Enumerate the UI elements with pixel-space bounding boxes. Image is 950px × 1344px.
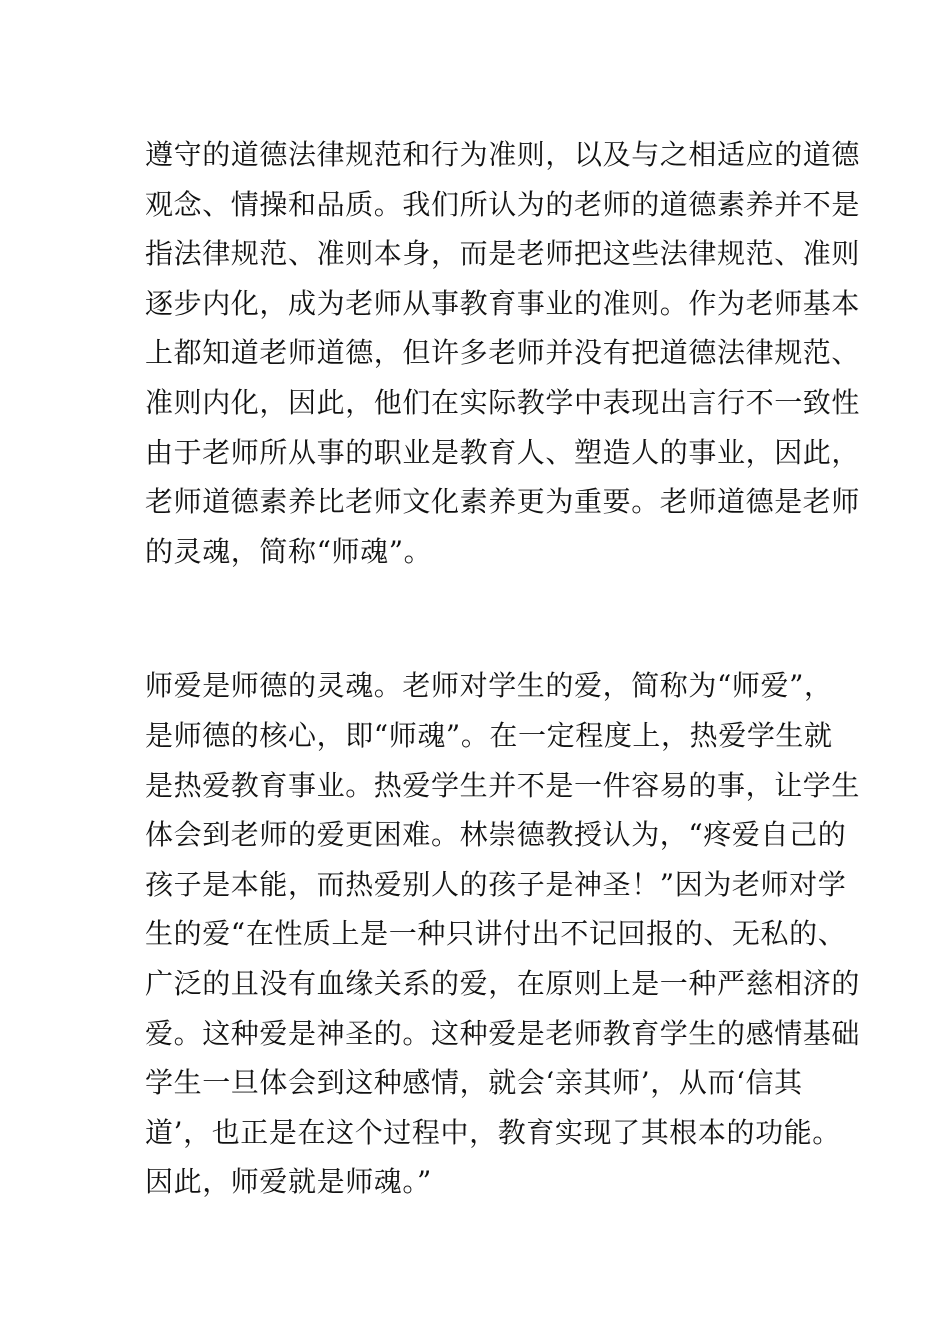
text-line: 孩子是本能，而热爱别人的孩子是神圣！”因为老师对学 bbox=[145, 867, 847, 901]
paragraph-spacer bbox=[145, 576, 815, 661]
text-line: 的灵魂，简称“师魂”。 bbox=[145, 534, 433, 568]
text-line: 师爱是师德的灵魂。老师对学生的爱，简称为“师爱”， bbox=[145, 669, 833, 703]
text-line: 学生一旦体会到这种感情，就会‘亲其师’，从而‘信其 bbox=[145, 1066, 803, 1100]
text-line: 指法律规范、准则本身，而是老师把这些法律规范、准则 bbox=[145, 237, 861, 271]
document-page bbox=[145, 130, 861, 1207]
text-line: 因此，师爱就是师魂。” bbox=[145, 1165, 432, 1199]
text-line: 准则内化，因此，他们在实际教学中表现出言行不一致性 bbox=[145, 385, 861, 419]
text-line: 爱。这种爱是神圣的。这种爱是老师教育学生的感情基础 bbox=[145, 1016, 861, 1050]
text-line: 体会到老师的爱更困难。林崇德教授认为，“疼爱自己的 bbox=[145, 818, 847, 852]
text-line: 老师道德素养比老师文化素养更为重要。老师道德是老师 bbox=[145, 485, 861, 519]
paragraph-2 bbox=[145, 661, 861, 1207]
text-line: 逐步内化，成为老师从事教育事业的准则。作为老师基本 bbox=[145, 286, 861, 320]
text-line: 观念、情操和品质。我们所认为的老师的道德素养并不是 bbox=[145, 187, 861, 221]
paragraph-1 bbox=[145, 130, 861, 576]
text-line: 由于老师所从事的职业是教育人、塑造人的事业，因此， bbox=[145, 435, 861, 469]
text-line: 生的爱“在性质上是一种只讲付出不记回报的、无私的、 bbox=[145, 917, 847, 951]
text-line: 上都知道老师道德，但许多老师并没有把道德法律规范、 bbox=[145, 336, 861, 370]
text-line: 广泛的且没有血缘关系的爱，在原则上是一种严慈相济的 bbox=[145, 966, 861, 1000]
text-line: 是师德的核心，即“师魂”。在一定程度上，热爱学生就 bbox=[145, 718, 833, 752]
text-line: 是热爱教育事业。热爱学生并不是一件容易的事，让学生 bbox=[145, 768, 861, 802]
text-line: 遵守的道德法律规范和行为准则，以及与之相适应的道德 bbox=[145, 138, 861, 171]
text-line: 道’，也正是在这个过程中，教育实现了其根本的功能。 bbox=[145, 1115, 841, 1149]
